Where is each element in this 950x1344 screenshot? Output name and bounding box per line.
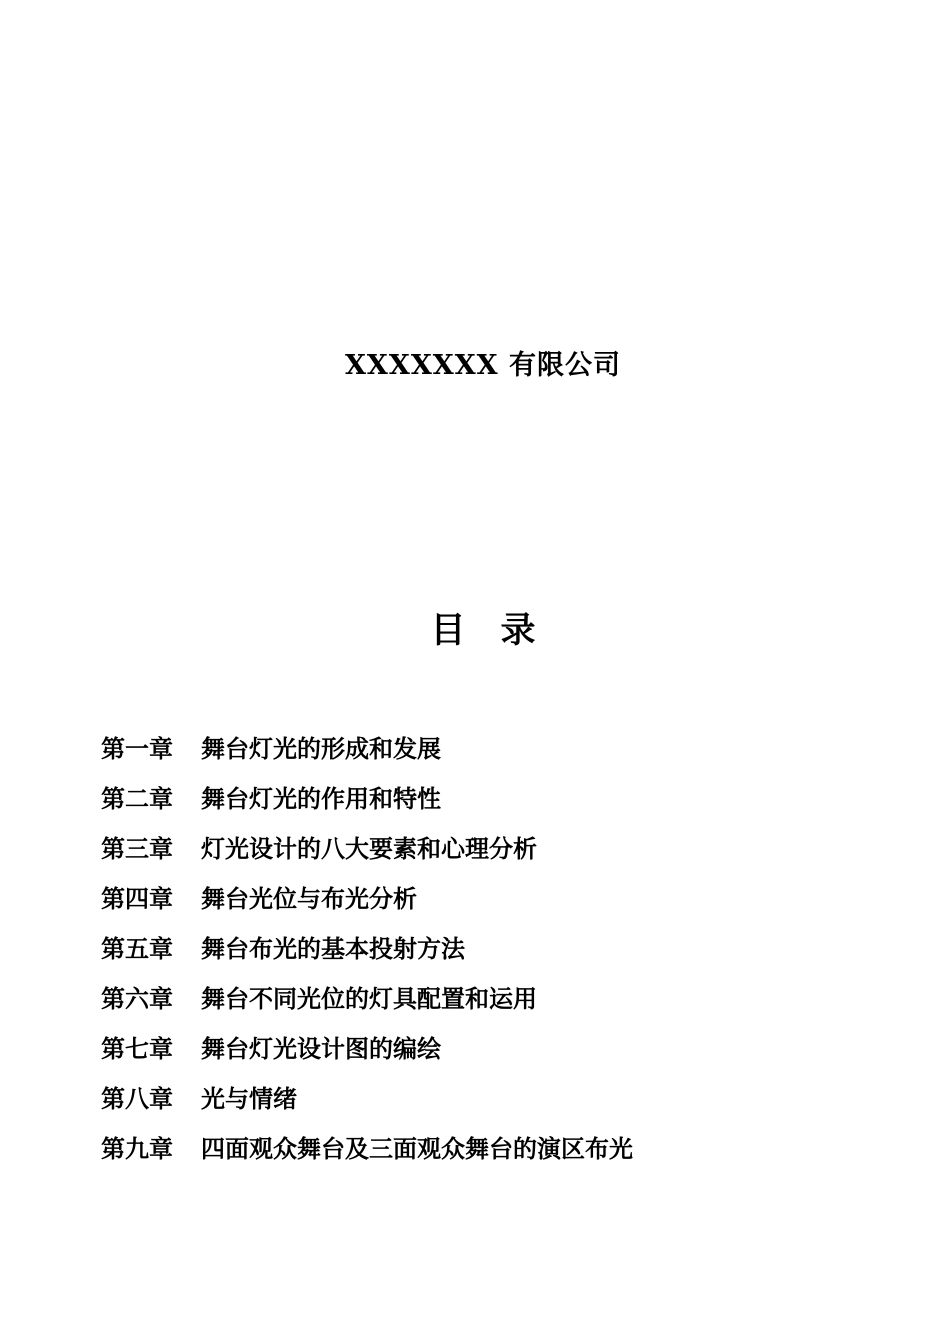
toc-entry[interactable]: [101, 1131, 633, 1181]
toc-chapter-title: 舞台灯光的作用和特性: [201, 784, 441, 813]
company-name: XXXXXXX 有限公司: [344, 350, 622, 381]
toc-chapter-number: 第六章: [101, 984, 173, 1013]
toc-chapter-title: 光与情绪: [201, 1084, 297, 1113]
toc-entry[interactable]: [101, 831, 633, 881]
toc-chapter-number: 第二章: [101, 784, 173, 813]
toc-chapter-title: 舞台光位与布光分析: [201, 884, 417, 913]
toc-chapter-number: 第五章: [101, 934, 173, 963]
toc-heading: 目 录: [430, 610, 536, 651]
toc-entry[interactable]: [101, 1081, 633, 1131]
toc-chapter-title: 舞台灯光的形成和发展: [201, 734, 441, 763]
toc-entry[interactable]: [101, 981, 633, 1031]
toc-entry[interactable]: [101, 731, 633, 781]
toc-chapter-number: 第一章: [101, 734, 173, 763]
toc-chapter-title: 舞台布光的基本投射方法: [201, 934, 465, 963]
toc-chapter-title: 舞台不同光位的灯具配置和运用: [201, 984, 537, 1013]
toc-entry[interactable]: [101, 881, 633, 931]
table-of-contents: [101, 731, 633, 1181]
toc-chapter-number: 第八章: [101, 1084, 173, 1113]
toc-chapter-number: 第九章: [101, 1134, 173, 1163]
toc-entry[interactable]: [101, 1031, 633, 1081]
toc-chapter-number: 第四章: [101, 884, 173, 913]
toc-chapter-title: 舞台灯光设计图的编绘: [201, 1034, 441, 1063]
toc-chapter-number: 第三章: [101, 834, 173, 863]
toc-chapter-title: 灯光设计的八大要素和心理分析: [201, 834, 537, 863]
toc-entry[interactable]: [101, 781, 633, 831]
toc-chapter-number: 第七章: [101, 1034, 173, 1063]
toc-entry[interactable]: [101, 931, 633, 981]
toc-chapter-title: 四面观众舞台及三面观众舞台的演区布光: [201, 1134, 633, 1163]
